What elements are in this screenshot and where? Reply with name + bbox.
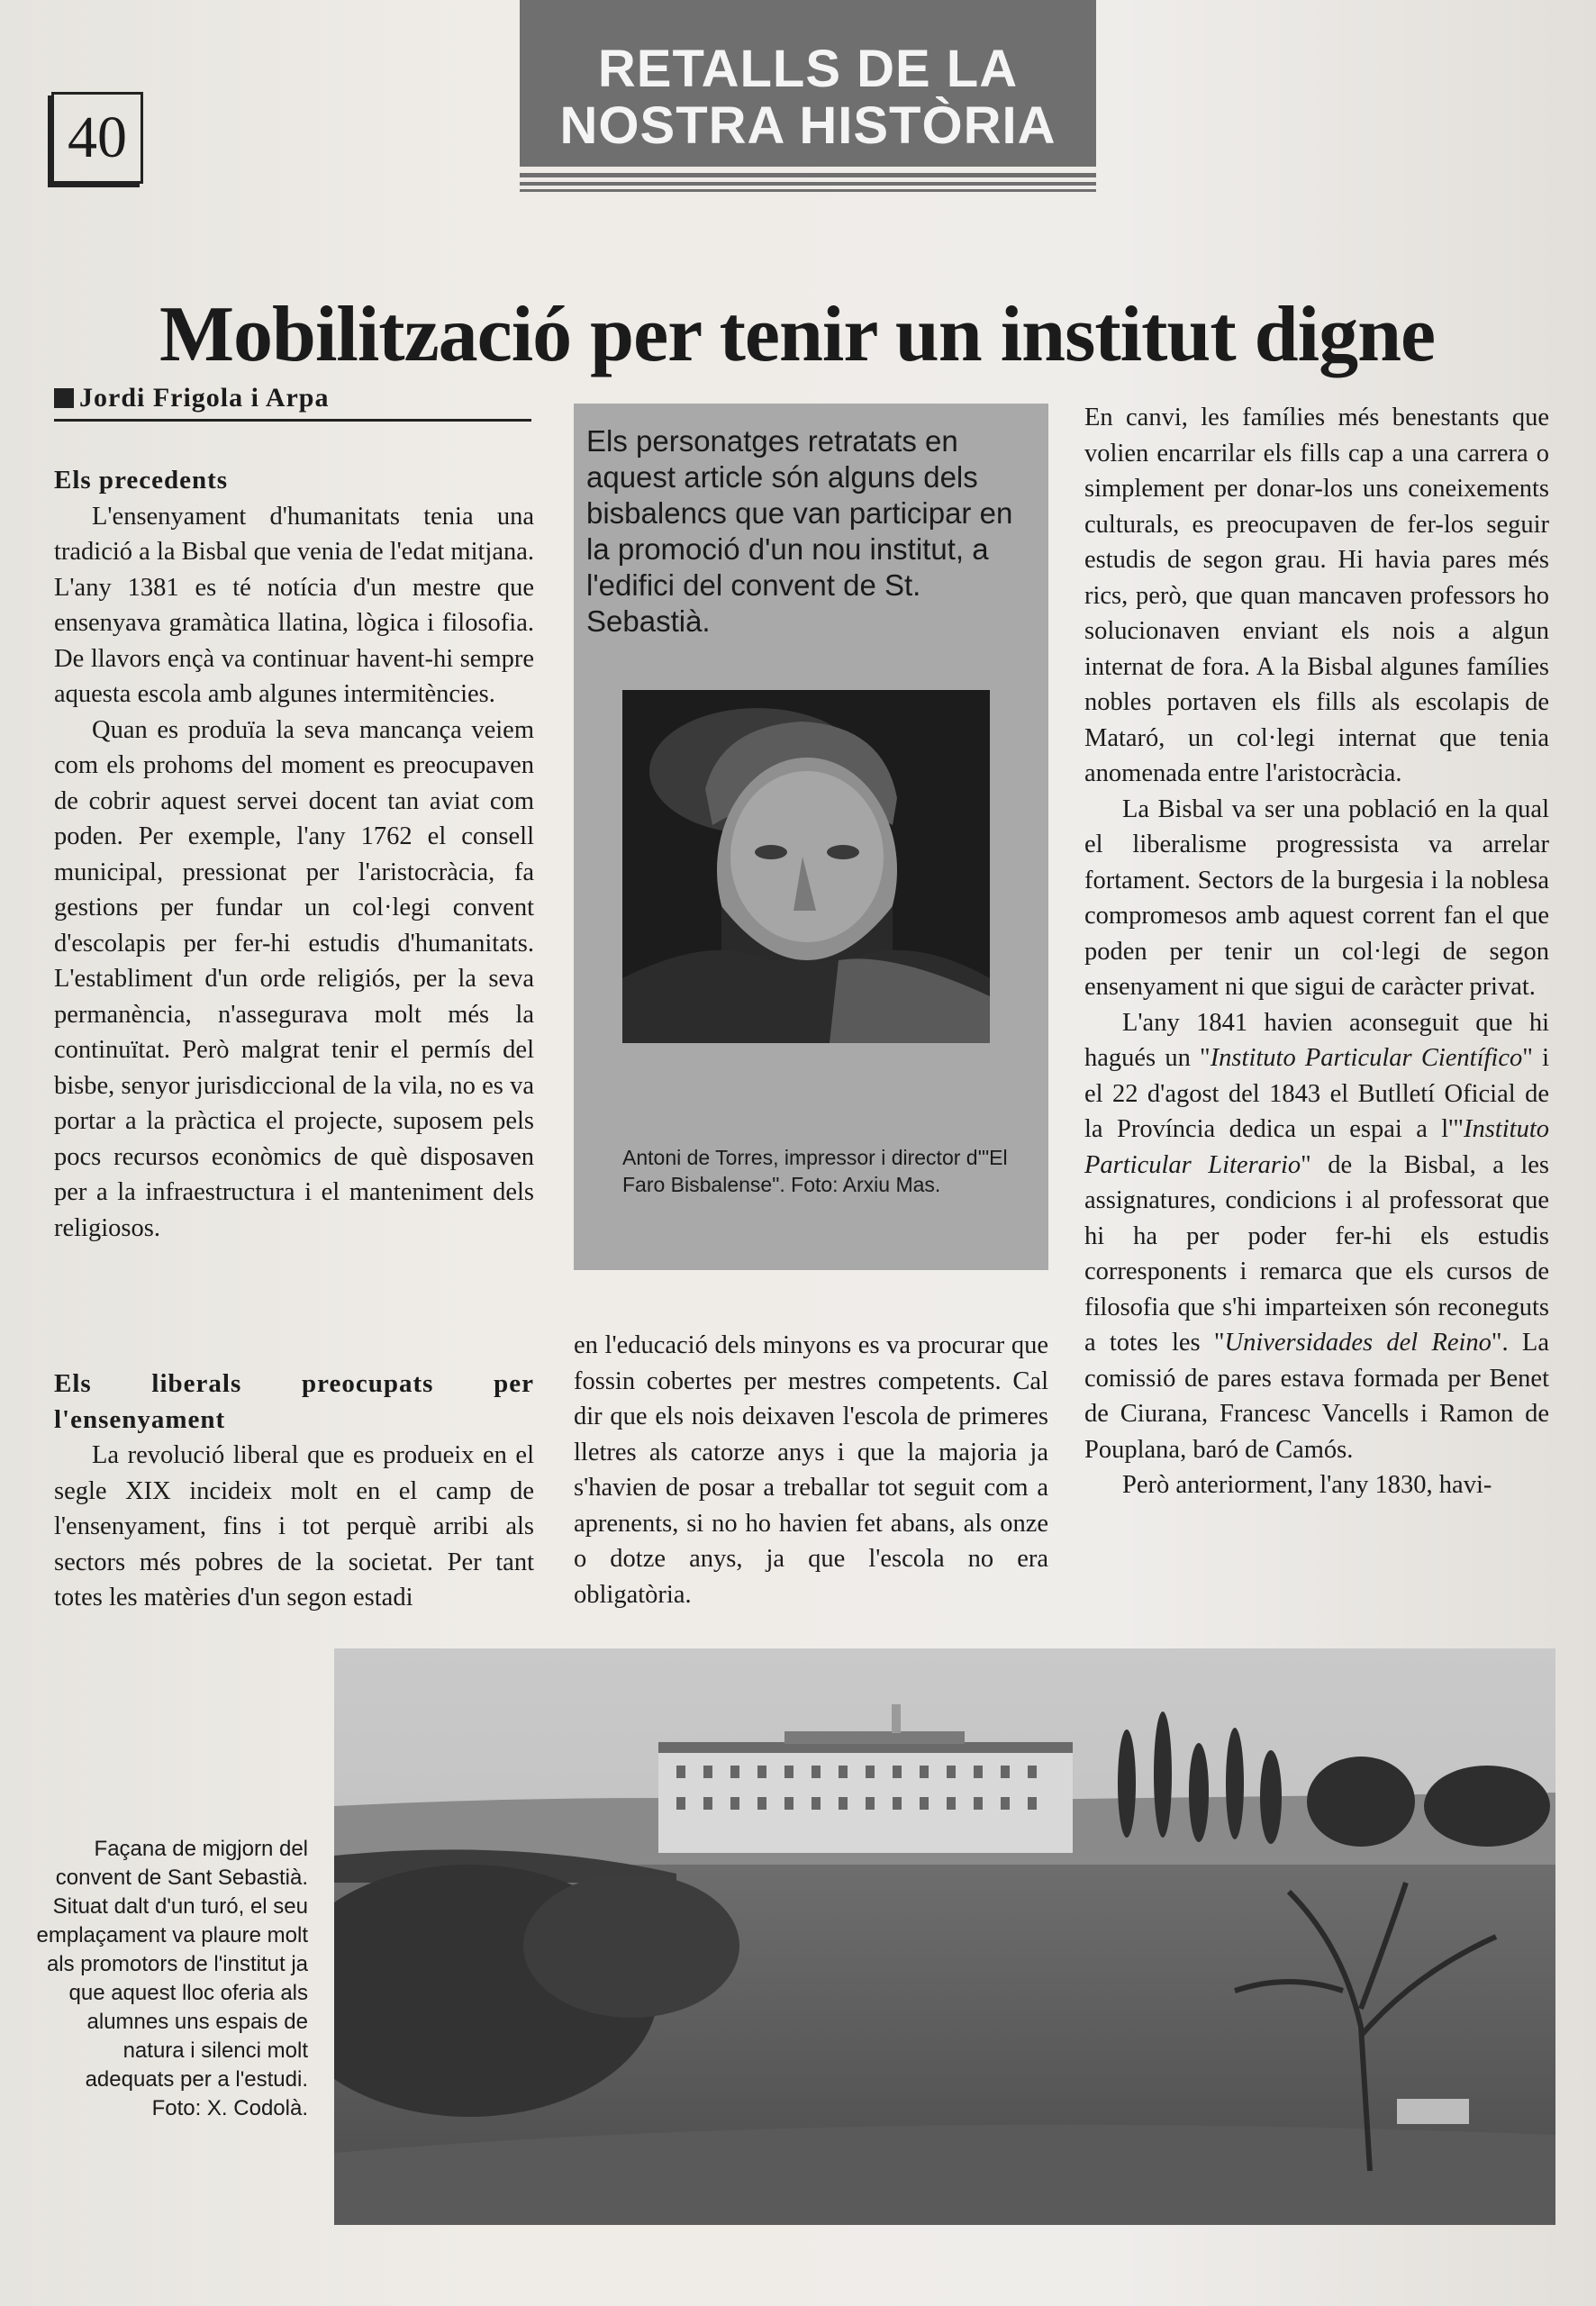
article-title: Mobilització per tenir un institut digne (159, 290, 1436, 378)
italic-term: Instituto Particular Científico (1210, 1044, 1523, 1072)
paragraph: La revolució liberal que es produeix en el segle XIX incideix molt en el camp de l'ensenyament, fins i tot perquè arribi als sectors més pobres de la societat. Per tant totes les matèries d'un segon estadi (54, 1441, 534, 1611)
paragraph: L'ensenyament d'humanitats tenia una tradició a la Bisbal que venia de l'edat mitjana. L'any 1381 es té notícia d'un mestre que ensenyava gramàtica llatina, lògica i filosofia. De llavors ençà va continuar havent-hi sempre aquesta escola amb algunes intermitències. (54, 502, 534, 708)
convent-photo (334, 1648, 1555, 2225)
portrait-photo (622, 690, 990, 1043)
convent-caption: Façana de migjorn del convent de Sant Sebastià. Situat dalt d'un turó, el seu emplaçament va plaure molt als promotors de l'institut ja que aquest lloc oferia als alumnes uns espais de natura i silenci molt adequats per a l'estudi. Foto: X. Codolà. (36, 1837, 308, 2120)
section-header-line1: RETALLS DE LA (597, 40, 1019, 98)
page-number: 40 (51, 92, 143, 184)
section-header (520, 0, 1096, 167)
sidebar-box (574, 404, 1048, 1270)
paragraph: La Bisbal va ser una població en la qual el liberalisme progressista va arrelar fortament. Sectors de la burgesia i la noblesa compromesos amb aquest corrent fan el que poden per tenir un col·legi de segon ensenyament ni que sigui de caràcter privat. (1084, 794, 1549, 1001)
portrait-caption: Antoni de Torres, impressor i director d'"El Faro Bisbalense". Foto: Arxiu Mas. (622, 1146, 1008, 1196)
paragraph: En canvi, les famílies més benestants que volien encarrilar els fills cap a una carrera o simplement per donar-los uns coneixements culturals, es preocupaven de fer-los seguir estudis de segon grau. Hi havia pares més rics, però, que quan mancaven professors ho solucionaven enviant els nois a algun internat de fora. A la Bisbal algunes famílies nobles portaven els fills als escolapis de Mataró, un col·legi internat que tenia anomenada entre l'aristocràcia. (1084, 404, 1549, 787)
text-run: ". La comissió de pares estava formada per Benet de Ciurana, Francesc Vancells i Ramon de Pouplana, baró de Camós. (1084, 1329, 1549, 1464)
section-heading: Els precedents (54, 466, 229, 495)
header-rule (520, 189, 1096, 192)
column-2 (574, 1328, 1048, 1612)
header-rule (520, 173, 1096, 177)
byline-square-icon (54, 388, 74, 408)
paragraph (1084, 1005, 1549, 1468)
column-3 (1084, 400, 1549, 1503)
text-run: " de la Bisbal, a les assignatures, condicions i al professorat que hi ha per poder fer-hi els estudis corresponents i remarca que els cursos de filosofia que s'hi imparteixen són reconeguts a totes les " (1084, 1150, 1549, 1357)
header-rule (520, 182, 1096, 186)
sidebar-text: Els personatges retratats en aquest article són alguns dels bisbalencs que van participar en la promoció d'un nou institut, a l'edifici del convent de St. Sebastià. (586, 424, 1013, 638)
italic-term: Universidades del Reino (1224, 1329, 1492, 1357)
text-run: " i el 22 d'agost del 1843 el Butlletí Oficial de la Província dedica un espai a l'" (1084, 1044, 1550, 1143)
paragraph: en l'educació dels minyons es va procurar que fossin cobertes per mestres competents. Cal dir que els nois deixaven l'escola de primeres lletres als catorze anys i que la majoria ja s'havien de posar a treballar tot seguit com a aprenents, si no ho havien fet abans, als onze o dotze anys, ja que l'escola no era obligatòria. (574, 1331, 1048, 1609)
italic-term: Instituto Particular Literario (1084, 1115, 1549, 1179)
paragraph: Quan es produïa la seva mancança veiem com els prohoms del moment es preocupaven de cobrir aquest servei docent tan aviat com poden. Per exemple, l'any 1762 el consell municipal, pressionat per l'aristocràcia, fa gestions per fundar un col·legi convent d'escolapis per fer-hi estudis d'humanitats. L'establiment d'un orde religiós, per la seva permanència, n'assegurava molt més la continuïtat. Però malgrat tenir el permís del bisbe, senyor jurisdiccional de la vila, no es va portar a la pràctica el projecte, suposem pels pocs recursos econòmics de què disposaven per a la infraestructura i el manteniment dels religiosos. (54, 715, 534, 1242)
text-run: L'any 1841 havien aconseguit que hi hagués un " (1084, 1008, 1549, 1072)
convent-image (334, 1648, 1555, 2225)
section-header-line2: NOSTRA HISTÒRIA (559, 96, 1056, 155)
author-name: Jordi Frigola i Arpa (79, 383, 330, 413)
column-1-bottom (54, 1366, 534, 1616)
byline (54, 383, 531, 422)
portrait-image (622, 690, 990, 1043)
paragraph: Però anteriorment, l'any 1830, havi- (1122, 1471, 1492, 1499)
section-heading: Els liberals preocupats per l'ensenyament (54, 1369, 534, 1434)
column-1-top (54, 463, 534, 1246)
